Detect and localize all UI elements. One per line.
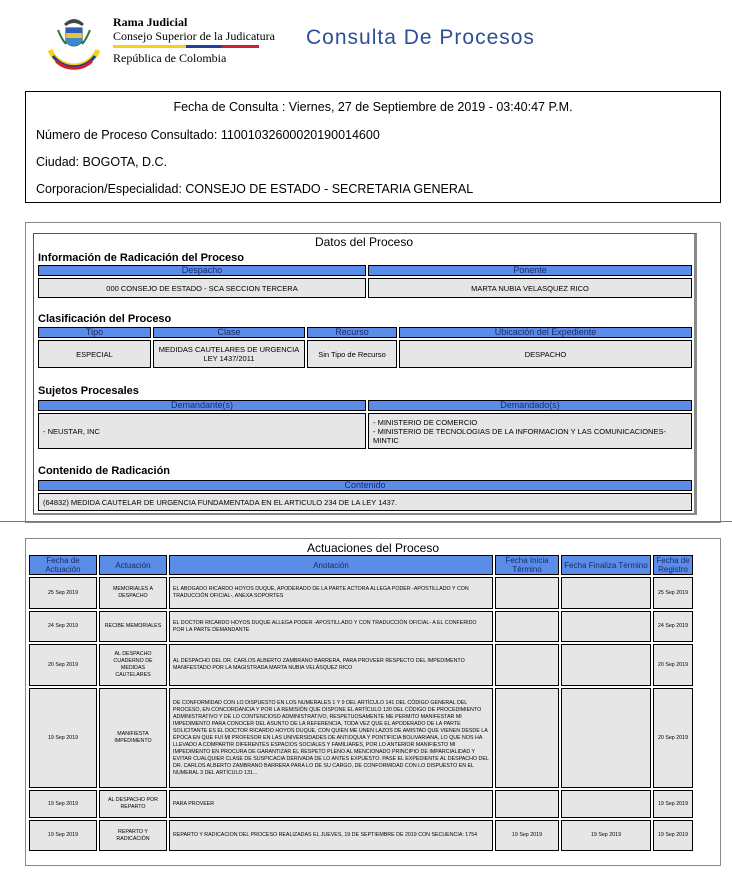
table-row bbox=[29, 688, 693, 788]
recurso-value: Sin Tipo de Recurso bbox=[307, 340, 397, 368]
sujetos-heading: Sujetos Procesales bbox=[38, 385, 139, 397]
row-finaliza bbox=[561, 611, 651, 642]
row-anotacion: DE CONFORMIDAD CON LO DISPUESTO EN LOS NUMERALES 1 Y 9 DEL ARTÍCULO 141 DEL CÓDIGO GENERAL DEL PROCESO, EN CONCORDANCIA Y POR LA REMISIÓN QUE DISPONE EL ARTÍCULO 130 DEL CÓDIGO DE PROCEDIMIENTO ADMINISTRATIVO Y DE LO CONTENCIOSO ADMINISTRATIVO, RESPETUOSAMENTE ME PERMITO MANIFESTAR MI IMPEDIMENTO PARA CONOCER DEL ASUNTO DE LA REFERENCIA, TODA VEZ QUE EL APODERADO DE LA PARTE SOLICITANTE ES EL DOCTOR RICARDO HOYOS DUQUE, CON QUIEN ME UNEN LAZOS DE AMISTAD QUE VIENEN DESDE LA ÉPOCA EN QUE FUI MI PROFESOR EN LAS UNIVERSIDADES DE ANTIOQUIA Y PONTIFICIA BOLIVARIANA, LO QUE NOS HA LLEVADO A COMPARTIR DIFERENTES ESPACIOS SOCIALES Y FAMILIARES, POR LO ANTERIOR MANIFIESTO MI IMPEDIMENTO EN PROCURA DE GARANTIZAR EL RESPETO PLENO AL MENCIONADO PRINCIPIO DE IMPARCIALIDAD Y EVITAR CUALQUIER CLASE DE SUSPICACIA DERIVADA DE LO ANTES EXPUESTO. PASE EL EXPEDIENTE AL DESPACHO DEL DR. CARLOS ALBERTO ZAMBRANO BARRERA PARA LO DE SU CARGO, DE CONFORMIDAD CON LO DISPUESTO EN EL NUMERAL 3 DEL ARTÍCULO 131... bbox=[169, 688, 493, 788]
col-fecha-registro: Fecha de Registro bbox=[653, 555, 693, 575]
col-actuacion: Actuación bbox=[99, 555, 167, 575]
col-tipo: Tipo bbox=[38, 327, 151, 338]
contenido-value: (64832) MEDIDA CAUTELAR DE URGENCIA FUNDAMENTADA EN EL ARTICULO 234 DE LA LEY 1437. bbox=[38, 493, 692, 511]
row-registro: 20 Sep 2019 bbox=[653, 688, 693, 788]
row-inicia bbox=[495, 644, 559, 686]
radicacion-table bbox=[36, 263, 694, 300]
contenido-table bbox=[36, 478, 694, 513]
corporacion: Corporacion/Especialidad: CONSEJO DE ESTADO - SECRETARIA GENERAL bbox=[36, 182, 474, 196]
col-fecha-actuacion: Fecha de Actuación bbox=[29, 555, 97, 575]
row-inicia: 19 Sep 2019 bbox=[495, 820, 559, 851]
row-finaliza: 19 Sep 2019 bbox=[561, 820, 651, 851]
col-ubicacion: Ubicación del Expediente bbox=[399, 327, 692, 338]
flag-stripe bbox=[113, 45, 259, 48]
clase-value: MEDIDAS CAUTELARES DE URGENCIA LEY 1437/2011 bbox=[153, 340, 305, 368]
row-finaliza bbox=[561, 577, 651, 609]
demandado-1: - MINISTERIO DE COMERCIO bbox=[373, 417, 478, 427]
sujetos-table bbox=[36, 398, 694, 451]
row-finaliza bbox=[561, 790, 651, 818]
ciudad: Ciudad: BOGOTA, D.C. bbox=[36, 155, 168, 169]
separator-line bbox=[0, 521, 732, 522]
row-registro: 19 Sep 2019 bbox=[653, 820, 693, 851]
row-anotacion: PARA PROVEER bbox=[169, 790, 493, 818]
radicacion-heading: Información de Radicación del Proceso bbox=[38, 252, 244, 264]
actuaciones-table bbox=[27, 553, 695, 853]
ponente-value: MARTA NUBIA VELASQUEZ RICO bbox=[368, 278, 692, 298]
app-title: Consulta De Procesos bbox=[306, 26, 535, 49]
row-fecha: 19 Sep 2019 bbox=[29, 820, 97, 851]
row-fecha: 24 Sep 2019 bbox=[29, 611, 97, 642]
tipo-value: ESPECIAL bbox=[38, 340, 151, 368]
row-registro: 25 Sep 2019 bbox=[653, 577, 693, 609]
col-demandado: Demandado(s) bbox=[368, 400, 692, 411]
institution-line-1: Rama Judicial bbox=[113, 15, 188, 29]
row-registro: 24 Sep 2019 bbox=[653, 611, 693, 642]
fecha-consulta: Fecha de Consulta : Viernes, 27 de Septiembre de 2019 - 03:40:47 P.M. bbox=[173, 100, 573, 114]
ubicacion-value: DESPACHO bbox=[399, 340, 692, 368]
row-actuacion: RECIBE MEMORIALES bbox=[99, 611, 167, 642]
table-row bbox=[29, 790, 693, 818]
row-actuacion: MEMORIALES A DESPACHO bbox=[99, 577, 167, 609]
row-fecha: 20 Sep 2019 bbox=[29, 644, 97, 686]
row-registro: 19 Sep 2019 bbox=[653, 790, 693, 818]
row-actuacion: REPARTO Y RADICACIÓN bbox=[99, 820, 167, 851]
row-anotacion: REPARTO Y RADICACION DEL PROCESO REALIZADAS EL JUEVES, 19 DE SEPTIEMBRE DE 2019 CON SECUENCIA: 1754 bbox=[169, 820, 493, 851]
row-inicia bbox=[495, 790, 559, 818]
row-inicia bbox=[495, 577, 559, 609]
row-anotacion: AL DESPACHO DEL DR. CARLOS ALBERTO ZAMBRANO BARRERA, PARA PROVEER RESPECTO DEL IMPEDIMENTO MANIFESTADO POR LA MAGISTRADA MARTA NUBIA VELÁSQUEZ RICO bbox=[169, 644, 493, 686]
col-fecha-inicia: Fecha Inicia Término bbox=[495, 555, 559, 575]
col-fecha-finaliza: Fecha Finaliza Término bbox=[561, 555, 651, 575]
institution-line-3: República de Colombia bbox=[113, 51, 227, 65]
col-ponente: Ponente bbox=[368, 265, 692, 276]
row-finaliza bbox=[561, 644, 651, 686]
col-clase: Clase bbox=[153, 327, 305, 338]
table-row bbox=[29, 820, 693, 851]
col-contenido: Contenido bbox=[38, 480, 692, 491]
clasificacion-heading: Clasificación del Proceso bbox=[38, 313, 172, 325]
row-actuacion: AL DESPACHO POR REPARTO bbox=[99, 790, 167, 818]
table-row bbox=[29, 644, 693, 686]
consulta-summary-box bbox=[25, 91, 721, 203]
col-despacho: Despacho bbox=[38, 265, 366, 276]
row-fecha: 25 Sep 2019 bbox=[29, 577, 97, 609]
row-inicia bbox=[495, 611, 559, 642]
row-finaliza bbox=[561, 688, 651, 788]
demandante-value: - NEUSTAR, INC bbox=[38, 413, 366, 449]
row-fecha: 19 Sep 2019 bbox=[29, 688, 97, 788]
datos-proceso-inner bbox=[33, 233, 697, 515]
table-row bbox=[29, 611, 693, 642]
table-row bbox=[29, 577, 693, 609]
row-anotacion: EL ABOGADO RICARDO HOYOS DUQUE, APODERADO DE LA PARTE ACTORA ALLEGA PODER -APOSTILLADO Y CON TRADUCCIÓN OFICIAL-, ANEXA SOPORTES bbox=[169, 577, 493, 609]
actuaciones-title: Actuaciones del Proceso bbox=[306, 541, 440, 555]
numero-proceso: Número de Proceso Consultado: 11001032600020190014600 bbox=[36, 128, 380, 142]
col-anotacion: Anotación bbox=[169, 555, 493, 575]
contenido-heading: Contenido de Radicación bbox=[38, 465, 171, 477]
colombia-coat-of-arms-logo bbox=[44, 10, 104, 70]
clasificacion-table bbox=[36, 325, 694, 370]
row-anotacion: EL DOCTOR RICARDO HOYOS DUQUE ALLEGA PODER -APOSTILLADO Y CON TRADUCCIÓN OFICIAL- A EL CONFERIDO POR LA PARTE DEMANDANTE bbox=[169, 611, 493, 642]
row-actuacion: AL DESPACHO CUADERNO DE MEDIDAS CAUTELARES bbox=[99, 644, 167, 686]
demandado-2: - MINISTERIO DE TECNOLOGIAS DE LA INFORMACION Y LAS COMUNICACIONES-MINTIC bbox=[373, 426, 666, 445]
row-registro: 20 Sep 2019 bbox=[653, 644, 693, 686]
col-recurso: Recurso bbox=[307, 327, 397, 338]
row-fecha: 19 Sep 2019 bbox=[29, 790, 97, 818]
datos-title: Datos del Proceso bbox=[314, 235, 414, 249]
row-inicia bbox=[495, 688, 559, 788]
institution-line-2: Consejo Superior de la Judicatura bbox=[113, 29, 275, 43]
col-demandante: Demandante(s) bbox=[38, 400, 366, 411]
despacho-value: 000 CONSEJO DE ESTADO - SCA SECCION TERCERA bbox=[38, 278, 366, 298]
row-actuacion: MANIFIESTA IMPEDIMENTO bbox=[99, 688, 167, 788]
